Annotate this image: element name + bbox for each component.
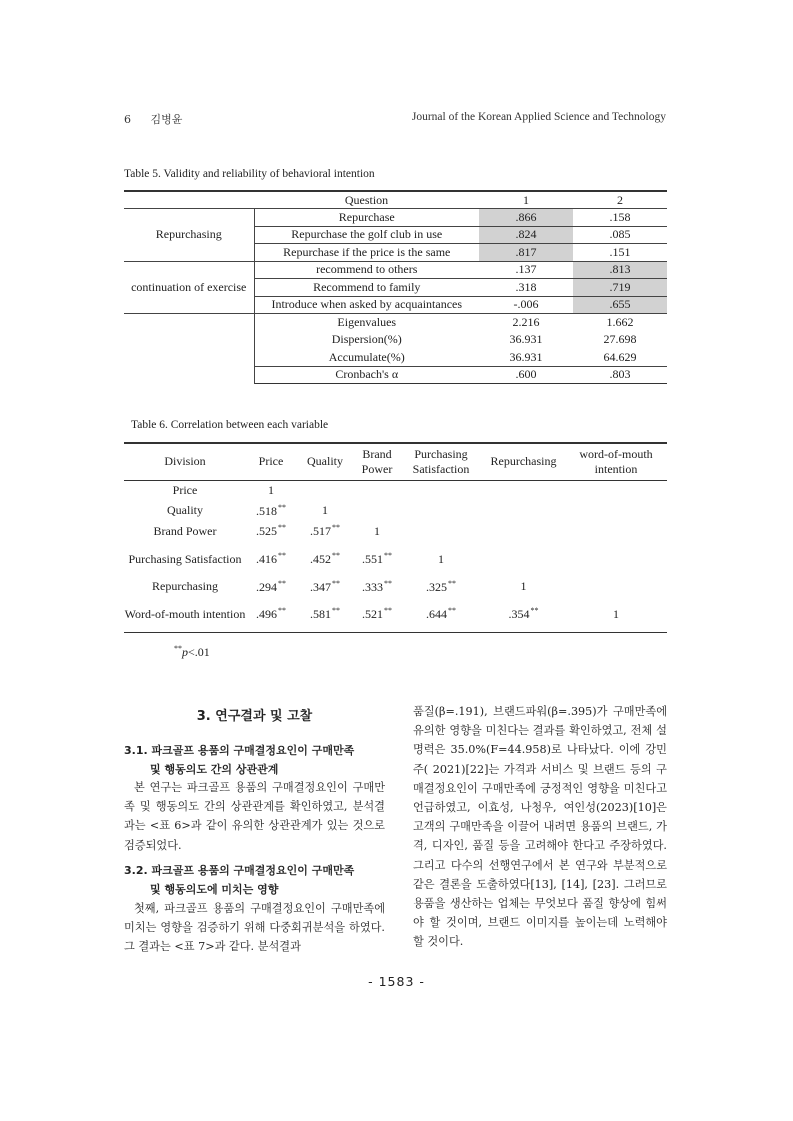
value-cell: .824: [479, 226, 573, 244]
corr-cell: [296, 480, 354, 501]
significance-marker: **: [384, 551, 392, 560]
left-column: [124, 778, 385, 855]
value-cell: 64.629: [603, 349, 637, 364]
value-cell: -.006: [479, 296, 573, 314]
value-cell: .085: [573, 226, 667, 244]
corr-value: .551: [362, 552, 383, 566]
header-word-of-mouth: word-of-mouth intention: [579, 446, 653, 476]
corr-cell: [354, 542, 400, 577]
corr-cell: [482, 577, 565, 598]
corr-cell: [482, 521, 565, 542]
question-cell: recommend to others: [254, 261, 479, 279]
corr-cell: [246, 501, 296, 522]
corr-cell: [565, 480, 667, 501]
subsection-3-1-heading: [124, 741, 385, 779]
table5-caption: Table 5. Validity and reliability of behavioral intention: [124, 168, 375, 180]
stat-label: Dispersion(%): [331, 332, 402, 347]
corr-cell: [400, 577, 482, 598]
value-cell: .817: [479, 244, 573, 262]
left-column-lower: [124, 899, 385, 957]
journal-name: Journal of the Korean Applied Science and Technology: [411, 111, 666, 123]
table-row: [124, 542, 667, 577]
row-label: Repurchasing: [152, 579, 218, 594]
significance-marker: **: [278, 551, 286, 560]
paragraph-3-2: 첫째, 파크골프 용품의 구매결정요인이 구매만족에 미치는 영향을 검증하기 위해 다중회귀분석을 하였다. 그 결과는 <표 7>과 같다. 분석결과: [124, 902, 385, 954]
corr-value: 1: [520, 579, 527, 594]
corr-cell: [246, 542, 296, 577]
value-cell: 36.931: [509, 332, 543, 347]
paragraph-right: 품질(β=.191), 브랜드파워(β=.395)가 구매만족에 유의한 영향을 미친다는 결과를 확인하였고, 전체 설명력은 35.0%(F=44.958)로 나타났다. 이에 강민주( 2021)[22]는 가격과 서비스 및 브랜드 등의 구매결정요인이 구매만족에 긍정적인 영향을 미친다고 언급하였고, 이효성, 나청우, 여인성(2023)[10]은 고객의 구매만족을 이끌어 내려면 용품의 브랜드, 가격, 디자인, 품질 등을 고려해야 한다고 주장하였다. 그리고 다수의 선행연구에서 본 연구와 부분적으로 같은 결론을 도출하였다[13], [14], [23]. 그러므로 용품을 생산하는 업체는 무엇보다 품질 향상에 힘써야 할 것이며, 브랜드 이미지를 높이는데 노력해야 할 것이다.: [413, 705, 667, 949]
corr-value: .525: [256, 524, 277, 539]
stat-label: Cronbach's α: [254, 366, 479, 384]
stat-label: Eigenvalues: [254, 314, 479, 332]
value-cell: .158: [573, 209, 667, 227]
question-cell: Introduce when asked by acquaintances: [254, 296, 479, 314]
table-row: [124, 209, 667, 227]
row-label: Price: [172, 483, 198, 497]
row-label: Purchasing Satisfaction: [128, 551, 242, 566]
corr-cell: [354, 501, 400, 522]
corr-value: .325: [426, 579, 447, 594]
corr-cell: [354, 480, 400, 501]
corr-cell: [354, 577, 400, 598]
corr-cell: [565, 521, 667, 542]
value-cell: .655: [573, 296, 667, 314]
corr-cell: [482, 501, 565, 522]
header-brand-power: Brand Power: [361, 446, 393, 476]
group-label: Repurchasing: [124, 209, 254, 262]
corr-cell: [565, 501, 667, 522]
section-title: 3. 연구결과 및 고찰: [196, 709, 313, 724]
header-division: Division: [164, 454, 206, 469]
corr-cell: [482, 480, 565, 501]
row-label: Brand Power: [153, 523, 217, 538]
table5-col-question: Question: [344, 192, 389, 207]
value-cell: .813: [573, 261, 667, 279]
significance-marker: **: [174, 644, 182, 653]
value-cell: .803: [573, 366, 667, 384]
table-row: [124, 501, 667, 522]
value-cell: .318: [479, 279, 573, 297]
subsection-3-2-heading: [124, 861, 385, 899]
significance-marker: **: [384, 606, 392, 616]
row-label: Word-of-mouth intention: [124, 606, 246, 621]
corr-cell: [354, 597, 400, 632]
corr-cell: [400, 480, 482, 501]
significance-marker: **: [332, 578, 340, 588]
table5-col-2: 2: [617, 192, 623, 207]
corr-value: .452: [310, 552, 331, 566]
page-number-footer: - 1583 -: [368, 974, 425, 989]
corr-cell: [246, 521, 296, 542]
significance-marker: **: [448, 606, 456, 616]
question-cell: Repurchase: [254, 209, 479, 227]
paragraph-3-1: 본 연구는 파크골프 용품의 구매결정요인이 구매만족 및 행동의도 간의 상관관계를 확인하였고, 분석결과는 <표 6>과 같이 유의한 상관관계가 있는 것으로 검증되었다.: [124, 781, 385, 852]
corr-cell: [482, 542, 565, 577]
corr-cell: [296, 577, 354, 598]
value-cell: 36.931: [509, 349, 543, 364]
value-cell: .719: [573, 279, 667, 297]
value-cell: 1.662: [573, 314, 667, 332]
corr-cell: [565, 542, 667, 577]
corr-cell: [246, 577, 296, 598]
corr-cell: [296, 521, 354, 542]
footnote-p: p: [182, 645, 188, 659]
table-row: [124, 261, 667, 279]
corr-value: .521: [362, 607, 383, 622]
row-label: Quality: [167, 503, 203, 518]
table-row: [124, 521, 667, 542]
corr-value: 1: [374, 523, 380, 538]
value-cell: 27.698: [603, 332, 637, 347]
corr-value: 1: [268, 483, 274, 497]
subsection-3-2-line1: 3.2. 파크골프 용품의 구매결정요인이 구매만족: [124, 864, 355, 877]
corr-cell: [400, 501, 482, 522]
value-cell: 2.216: [479, 314, 573, 332]
significance-marker: **: [332, 523, 340, 533]
header-purchasing-satisfaction: Purchasing Satisfaction: [412, 446, 470, 476]
table-row: [124, 597, 667, 632]
table5-header-row: [124, 191, 667, 209]
page-number-header: 6: [124, 113, 131, 126]
corr-value: .416: [256, 552, 277, 566]
author-name: 김병윤: [150, 113, 183, 126]
subsection-3-2-line2: 및 행동의도에 미치는 영향: [150, 883, 279, 896]
corr-value: .644: [426, 607, 447, 622]
question-cell: Repurchase the golf club in use: [254, 226, 479, 244]
value-cell: .137: [479, 261, 573, 279]
header-quality: Quality: [307, 454, 343, 469]
corr-cell: [400, 542, 482, 577]
corr-cell: [354, 521, 400, 542]
corr-value: .581: [310, 607, 331, 622]
corr-value: .496: [256, 607, 277, 622]
corr-value: .333: [362, 579, 383, 594]
significance-marker: **: [278, 523, 286, 533]
corr-cell: [400, 521, 482, 542]
question-cell: Repurchase if the price is the same: [254, 244, 479, 262]
corr-value: .294: [256, 579, 277, 594]
subsection-3-1-line1: 3.1. 파크골프 용품의 구매결정요인이 구매만족: [124, 744, 355, 757]
value-cell: .600: [479, 366, 573, 384]
significance-marker: **: [278, 606, 286, 616]
significance-marker: **: [278, 502, 286, 512]
significance-marker: **: [278, 578, 286, 588]
corr-cell: [246, 480, 296, 501]
corr-cell: [246, 597, 296, 632]
corr-value: .517: [310, 524, 331, 539]
header-repurchasing: Repurchasing: [490, 454, 557, 469]
corr-cell: [565, 577, 667, 598]
value-cell: .151: [573, 244, 667, 262]
stat-label: Accumulate(%): [328, 349, 405, 364]
table6: [124, 442, 667, 633]
corr-cell: [296, 542, 354, 577]
table-row: [124, 480, 667, 501]
right-column: [413, 702, 667, 952]
table6-footnote: [174, 644, 210, 660]
significance-marker: **: [384, 578, 392, 588]
significance-marker: **: [530, 606, 539, 616]
significance-marker: **: [448, 578, 456, 588]
corr-value: 1: [322, 503, 328, 518]
table6-caption: Table 6. Correlation between each variable: [131, 419, 329, 431]
corr-cell: [296, 597, 354, 632]
corr-value: .347: [310, 579, 331, 594]
value-cell: .866: [479, 209, 573, 227]
table5-col-1: 1: [523, 192, 529, 207]
group-label: continuation of exercise: [124, 261, 254, 314]
subsection-3-1-line2: 및 행동의도 간의 상관관계: [150, 763, 279, 776]
significance-marker: **: [332, 606, 340, 616]
corr-value: 1: [613, 606, 619, 621]
table-row: [124, 577, 667, 598]
question-cell: Recommend to family: [254, 279, 479, 297]
corr-value: .518: [256, 503, 277, 518]
table6-header-row: [124, 443, 667, 480]
corr-cell: [482, 597, 565, 632]
corr-value: 1: [438, 551, 444, 566]
significance-marker: **: [332, 551, 340, 560]
corr-value: .354: [508, 607, 530, 622]
stats-row: [124, 314, 667, 332]
footnote-threshold: <.01: [188, 645, 210, 659]
table5: [124, 190, 667, 384]
running-header-left: [124, 111, 182, 127]
header-price: Price: [258, 454, 284, 469]
corr-cell: [565, 597, 667, 632]
corr-cell: [400, 597, 482, 632]
corr-cell: [296, 501, 354, 522]
